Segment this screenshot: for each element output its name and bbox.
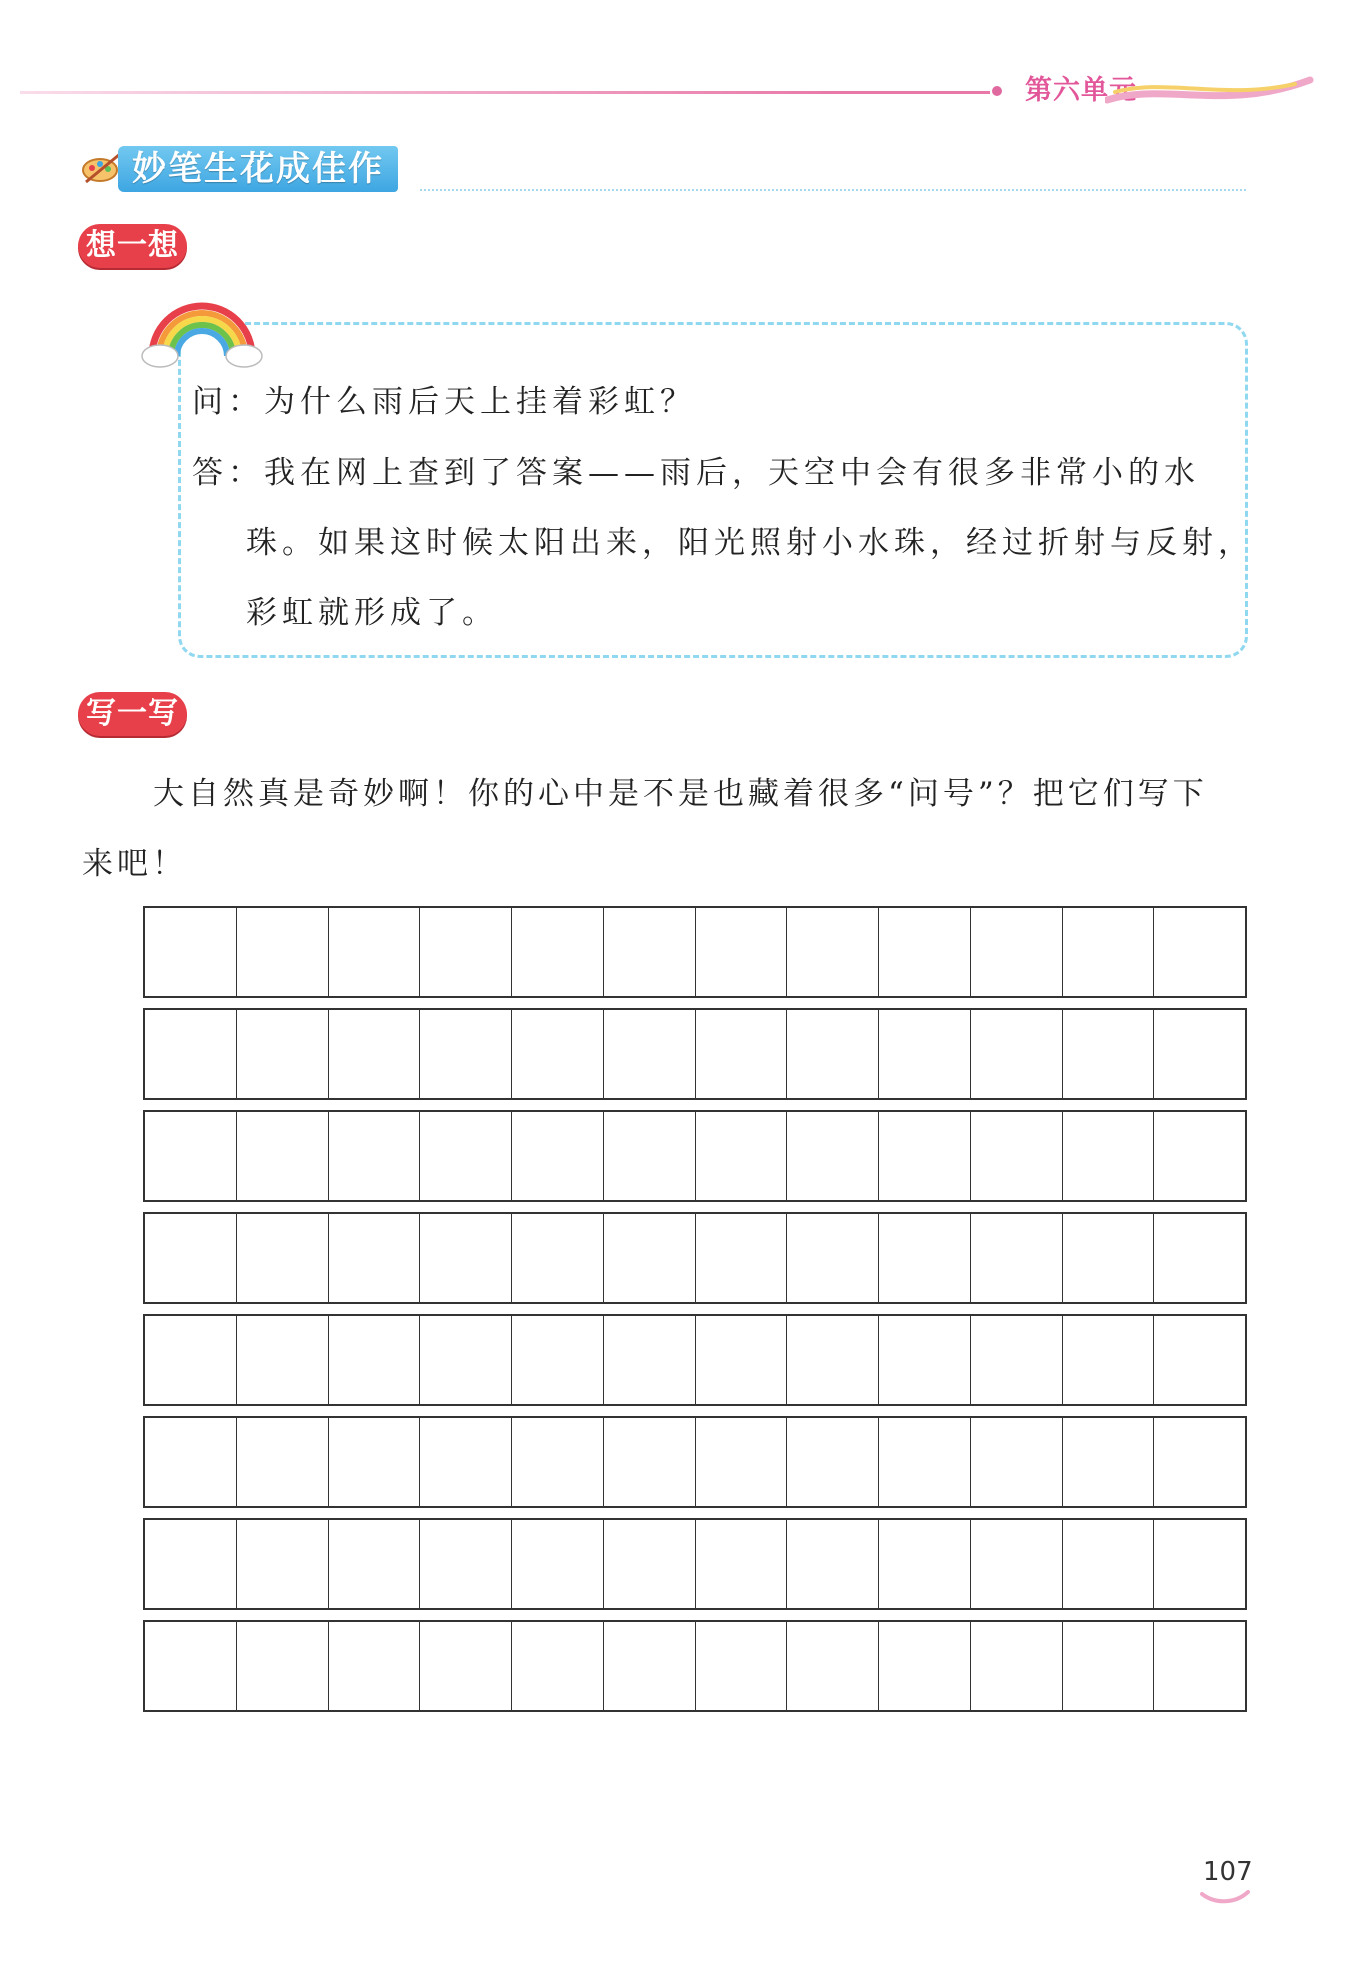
grid-cell[interactable]	[604, 1010, 696, 1098]
grid-cell[interactable]	[420, 1418, 512, 1506]
header-dot	[992, 86, 1002, 96]
grid-row	[143, 1110, 1247, 1202]
grid-cell[interactable]	[1063, 1112, 1155, 1200]
grid-cell[interactable]	[1154, 1418, 1245, 1506]
grid-cell[interactable]	[329, 1520, 421, 1608]
grid-cell[interactable]	[604, 908, 696, 996]
grid-row	[143, 1518, 1247, 1610]
writing-grid	[143, 906, 1247, 1712]
grid-row	[143, 1620, 1247, 1712]
swoosh-decoration-icon	[1105, 72, 1315, 112]
grid-cell[interactable]	[420, 1520, 512, 1608]
grid-cell[interactable]	[1063, 1010, 1155, 1098]
grid-cell[interactable]	[879, 1214, 971, 1302]
grid-cell[interactable]	[604, 1418, 696, 1506]
grid-cell[interactable]	[512, 908, 604, 996]
grid-cell[interactable]	[971, 1214, 1063, 1302]
grid-cell[interactable]	[604, 1622, 696, 1710]
prompt-line-1: 大自然真是奇妙啊！你的心中是不是也藏着很多“问号”？把它们写下	[153, 776, 1208, 812]
grid-cell[interactable]	[512, 1520, 604, 1608]
grid-cell[interactable]	[879, 1316, 971, 1404]
grid-cell[interactable]	[879, 1112, 971, 1200]
grid-cell[interactable]	[879, 1418, 971, 1506]
grid-cell[interactable]	[329, 1112, 421, 1200]
grid-cell[interactable]	[1063, 1418, 1155, 1506]
rainbow-icon	[140, 296, 265, 371]
grid-cell[interactable]	[787, 1520, 879, 1608]
grid-cell[interactable]	[971, 1418, 1063, 1506]
grid-row	[143, 1008, 1247, 1100]
grid-cell[interactable]	[971, 1520, 1063, 1608]
page-number: 107	[1203, 1857, 1253, 1887]
grid-cell[interactable]	[237, 1316, 329, 1404]
grid-cell[interactable]	[512, 1622, 604, 1710]
answer-line-2: 珠。如果这时候太阳出来，阳光照射小水珠，经过折射与反射，	[246, 525, 1254, 561]
grid-cell[interactable]	[329, 1010, 421, 1098]
write-badge: 写一写	[78, 692, 187, 736]
grid-cell[interactable]	[696, 1622, 788, 1710]
grid-cell[interactable]	[696, 1418, 788, 1506]
grid-cell[interactable]	[237, 1520, 329, 1608]
grid-cell[interactable]	[787, 1622, 879, 1710]
grid-cell[interactable]	[604, 1520, 696, 1608]
grid-cell[interactable]	[971, 1112, 1063, 1200]
grid-cell[interactable]	[971, 908, 1063, 996]
grid-cell[interactable]	[420, 908, 512, 996]
grid-cell[interactable]	[145, 1316, 237, 1404]
think-badge: 想一想	[78, 224, 187, 268]
grid-cell[interactable]	[512, 1418, 604, 1506]
grid-cell[interactable]	[512, 1214, 604, 1302]
grid-cell[interactable]	[329, 908, 421, 996]
grid-cell[interactable]	[787, 1010, 879, 1098]
grid-row	[143, 1212, 1247, 1304]
grid-cell[interactable]	[145, 1622, 237, 1710]
grid-cell[interactable]	[696, 1316, 788, 1404]
unit-label: 第六单元	[1025, 75, 1137, 106]
page-swoosh-icon	[1200, 1890, 1250, 1906]
question-text: 问：为什么雨后天上挂着彩虹？	[192, 384, 696, 420]
grid-cell[interactable]	[237, 1214, 329, 1302]
header-rule	[20, 91, 990, 94]
grid-cell[interactable]	[512, 1010, 604, 1098]
grid-cell[interactable]	[420, 1214, 512, 1302]
grid-cell[interactable]	[1154, 1010, 1245, 1098]
grid-cell[interactable]	[971, 1316, 1063, 1404]
grid-cell[interactable]	[1154, 908, 1245, 996]
grid-cell[interactable]	[1063, 1622, 1155, 1710]
grid-cell[interactable]	[879, 1622, 971, 1710]
grid-cell[interactable]	[879, 908, 971, 996]
grid-cell[interactable]	[696, 908, 788, 996]
grid-row	[143, 1416, 1247, 1508]
grid-cell[interactable]	[420, 1010, 512, 1098]
grid-cell[interactable]	[512, 1112, 604, 1200]
grid-cell[interactable]	[145, 1214, 237, 1302]
grid-cell[interactable]	[145, 1520, 237, 1608]
grid-cell[interactable]	[696, 1520, 788, 1608]
grid-cell[interactable]	[971, 1010, 1063, 1098]
grid-cell[interactable]	[696, 1010, 788, 1098]
grid-cell[interactable]	[971, 1622, 1063, 1710]
answer-line-3: 彩虹就形成了。	[246, 595, 498, 631]
grid-cell[interactable]	[329, 1418, 421, 1506]
grid-cell[interactable]	[329, 1316, 421, 1404]
answer-line-1: 答：我在网上查到了答案——雨后，天空中会有很多非常小的水	[192, 455, 1200, 491]
grid-cell[interactable]	[787, 1418, 879, 1506]
grid-cell[interactable]	[787, 1316, 879, 1404]
grid-cell[interactable]	[1154, 1214, 1245, 1302]
grid-cell[interactable]	[420, 1622, 512, 1710]
grid-cell[interactable]	[604, 1316, 696, 1404]
grid-cell[interactable]	[237, 1010, 329, 1098]
grid-cell[interactable]	[145, 908, 237, 996]
grid-cell[interactable]	[145, 1418, 237, 1506]
grid-cell[interactable]	[1154, 1520, 1245, 1608]
grid-cell[interactable]	[787, 1112, 879, 1200]
grid-cell[interactable]	[787, 908, 879, 996]
grid-cell[interactable]	[237, 1112, 329, 1200]
grid-cell[interactable]	[1154, 1622, 1245, 1710]
grid-cell[interactable]	[1063, 1316, 1155, 1404]
grid-cell[interactable]	[237, 1622, 329, 1710]
grid-row	[143, 1314, 1247, 1406]
grid-cell[interactable]	[604, 1112, 696, 1200]
grid-cell[interactable]	[329, 1622, 421, 1710]
grid-cell[interactable]	[879, 1520, 971, 1608]
grid-row	[143, 906, 1247, 998]
grid-cell[interactable]	[1154, 1112, 1245, 1200]
grid-cell[interactable]	[696, 1214, 788, 1302]
grid-cell[interactable]	[512, 1316, 604, 1404]
grid-cell[interactable]	[1063, 908, 1155, 996]
grid-cell[interactable]	[145, 1010, 237, 1098]
grid-cell[interactable]	[604, 1214, 696, 1302]
grid-cell[interactable]	[696, 1112, 788, 1200]
grid-cell[interactable]	[237, 908, 329, 996]
prompt-line-2: 来吧！	[82, 846, 187, 882]
section-divider	[420, 189, 1246, 191]
grid-cell[interactable]	[1063, 1520, 1155, 1608]
section-title: 妙笔生花成佳作	[118, 146, 398, 192]
grid-cell[interactable]	[420, 1112, 512, 1200]
grid-cell[interactable]	[237, 1418, 329, 1506]
grid-cell[interactable]	[420, 1316, 512, 1404]
grid-cell[interactable]	[787, 1214, 879, 1302]
grid-cell[interactable]	[879, 1010, 971, 1098]
grid-cell[interactable]	[145, 1112, 237, 1200]
grid-cell[interactable]	[1063, 1214, 1155, 1302]
grid-cell[interactable]	[329, 1214, 421, 1302]
grid-cell[interactable]	[1154, 1316, 1245, 1404]
